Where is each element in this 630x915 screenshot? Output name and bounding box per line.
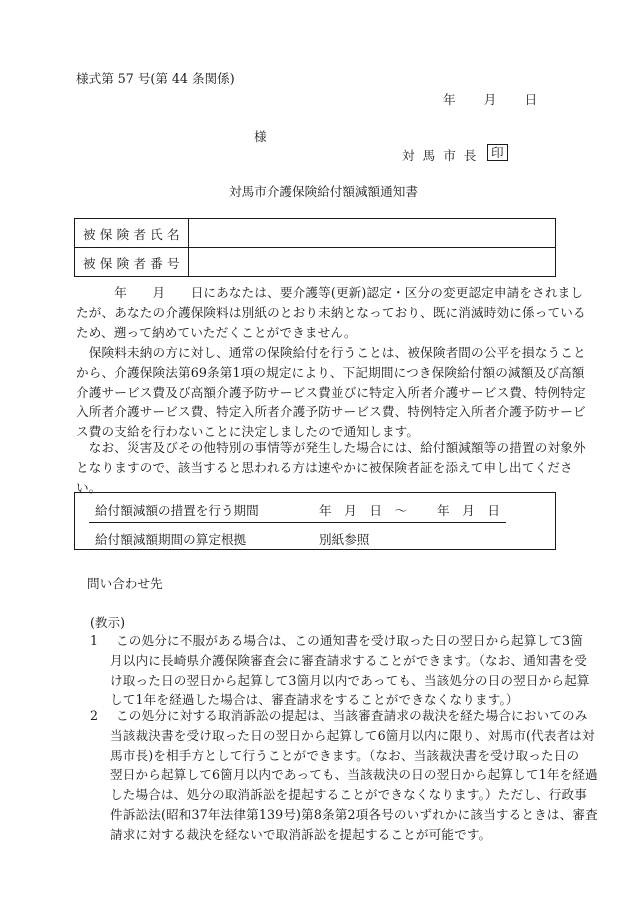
notice-heading: (教示) — [90, 615, 126, 630]
text-line: 介護サービス費及び高額介護予防サービス費並びに特定入所者介護サービス費、特例特定 — [76, 384, 586, 400]
text-line: この処分に不服がある場合は、この通知書を受け取った日の翌日から起算して3箇 — [116, 633, 583, 648]
text-line: 保険料未納の方に対し、通常の保険給付を行うことは、被保険者間の公平を損なうこと — [76, 345, 586, 360]
issuer-name: 対 馬 市 長 — [402, 148, 479, 163]
notice-item-number: 1 — [90, 633, 99, 648]
basis-label: 給付額減額期間の算定根拠 — [95, 532, 247, 547]
insured-name-value — [189, 219, 556, 248]
contact-label: 問い合わせ先 — [87, 576, 163, 591]
text-line: この処分に対する取消訴訟の提起は、当該審査請求の裁決を経た場合においてのみ — [116, 708, 588, 723]
divider-line — [89, 522, 506, 523]
text-line: から、介護保険法第69条第1項の規定により、下記期間につき保険給付額の減額及び高額 — [76, 364, 585, 380]
insured-name-row — [75, 219, 556, 248]
period-label: 給付額減額の措置を行う期間 — [95, 503, 259, 518]
period-start: 年 月 日 ～ — [319, 503, 408, 518]
period-end: 年 月 日 — [437, 503, 500, 518]
text-line: ス費の支給を行わないことに決定しましたので通知します。 — [76, 424, 420, 440]
insured-number-label: 被保険者番号 — [75, 248, 189, 277]
text-line: け取った日の翌日から起算して3箇月以内であっても、当該処分の日の翌日から起算 — [110, 672, 590, 688]
text-line: 年 月 日にあなたは、要介護等(更新)認定・区分の変更認定申請をされまし — [76, 285, 584, 300]
text-line: 入所者介護サービス費、特定入所者介護予防サービス費、特例特定入所者介護予防サービ — [76, 404, 586, 420]
text-line: い。 — [76, 479, 102, 495]
insured-number-value — [189, 248, 556, 277]
addressee-suffix: 様 — [254, 129, 267, 144]
form-number: 様式第 57 号(第 44 条関係) — [76, 71, 235, 86]
seal-stamp — [487, 144, 508, 161]
notice-item-body — [110, 631, 590, 710]
text-line: 請求に対する裁決を経ないで取消訴訟を提起することが可能です。 — [110, 826, 492, 842]
text-line: なお、災害及びその他特別の事情等が発生した場合には、給付額減額等の措置の対象外 — [76, 440, 586, 455]
text-line: ため、遡って納めていただくことができません。 — [76, 324, 357, 340]
text-line: 件訴訟法(昭和37年法律第139号)第8条第2項各号のいずれかに該当するときは、審査 — [110, 806, 598, 822]
text-line: 当該裁決書を受け取った日の翌日から起算して6箇月以内に限り、対馬市(代表者は対 — [110, 727, 595, 743]
body-paragraph-3 — [76, 438, 586, 497]
text-line: 翌日から起算して6箇月以内であっても、当該裁決の日の翌日から起算して1年を経過 — [110, 767, 598, 783]
seal-text: 印 — [487, 144, 508, 161]
text-line: たが、あなたの介護保険料は別紙のとおり未納となっており、既に消滅時効に係っている — [76, 304, 586, 320]
text-line: して1年を経過した場合は、審査請求をすることができなくなります。） — [110, 692, 519, 708]
insured-info-table — [74, 218, 556, 277]
reduction-period-box — [74, 492, 556, 550]
body-paragraph-2 — [76, 343, 586, 442]
notice-item-body — [110, 706, 598, 845]
notice-item-number: 2 — [90, 708, 99, 723]
insured-number-row — [75, 248, 556, 277]
basis-value: 別紙参照 — [319, 532, 370, 547]
issue-date: 年 月 日 — [443, 92, 539, 107]
insured-name-label: 被保険者氏名 — [75, 219, 189, 248]
text-line: 馬市長)を相手方として行うことができます。（なお、当該裁決書を受け取った日の — [110, 747, 580, 763]
text-line: となりますので、該当すると思われる方は速やかに被保険者証を添えて申し出てくださ — [76, 459, 573, 475]
text-line: 月以内に長崎県介護保険審査会に審査請求することができます。（なお、通知書を受 — [110, 652, 587, 668]
text-line: した場合は、処分の取消訴訟を提起することができなくなります。）ただし、行政事 — [110, 787, 587, 803]
document-title: 対馬市介護保険給付額減額通知書 — [229, 184, 418, 199]
body-paragraph-1 — [76, 283, 586, 342]
